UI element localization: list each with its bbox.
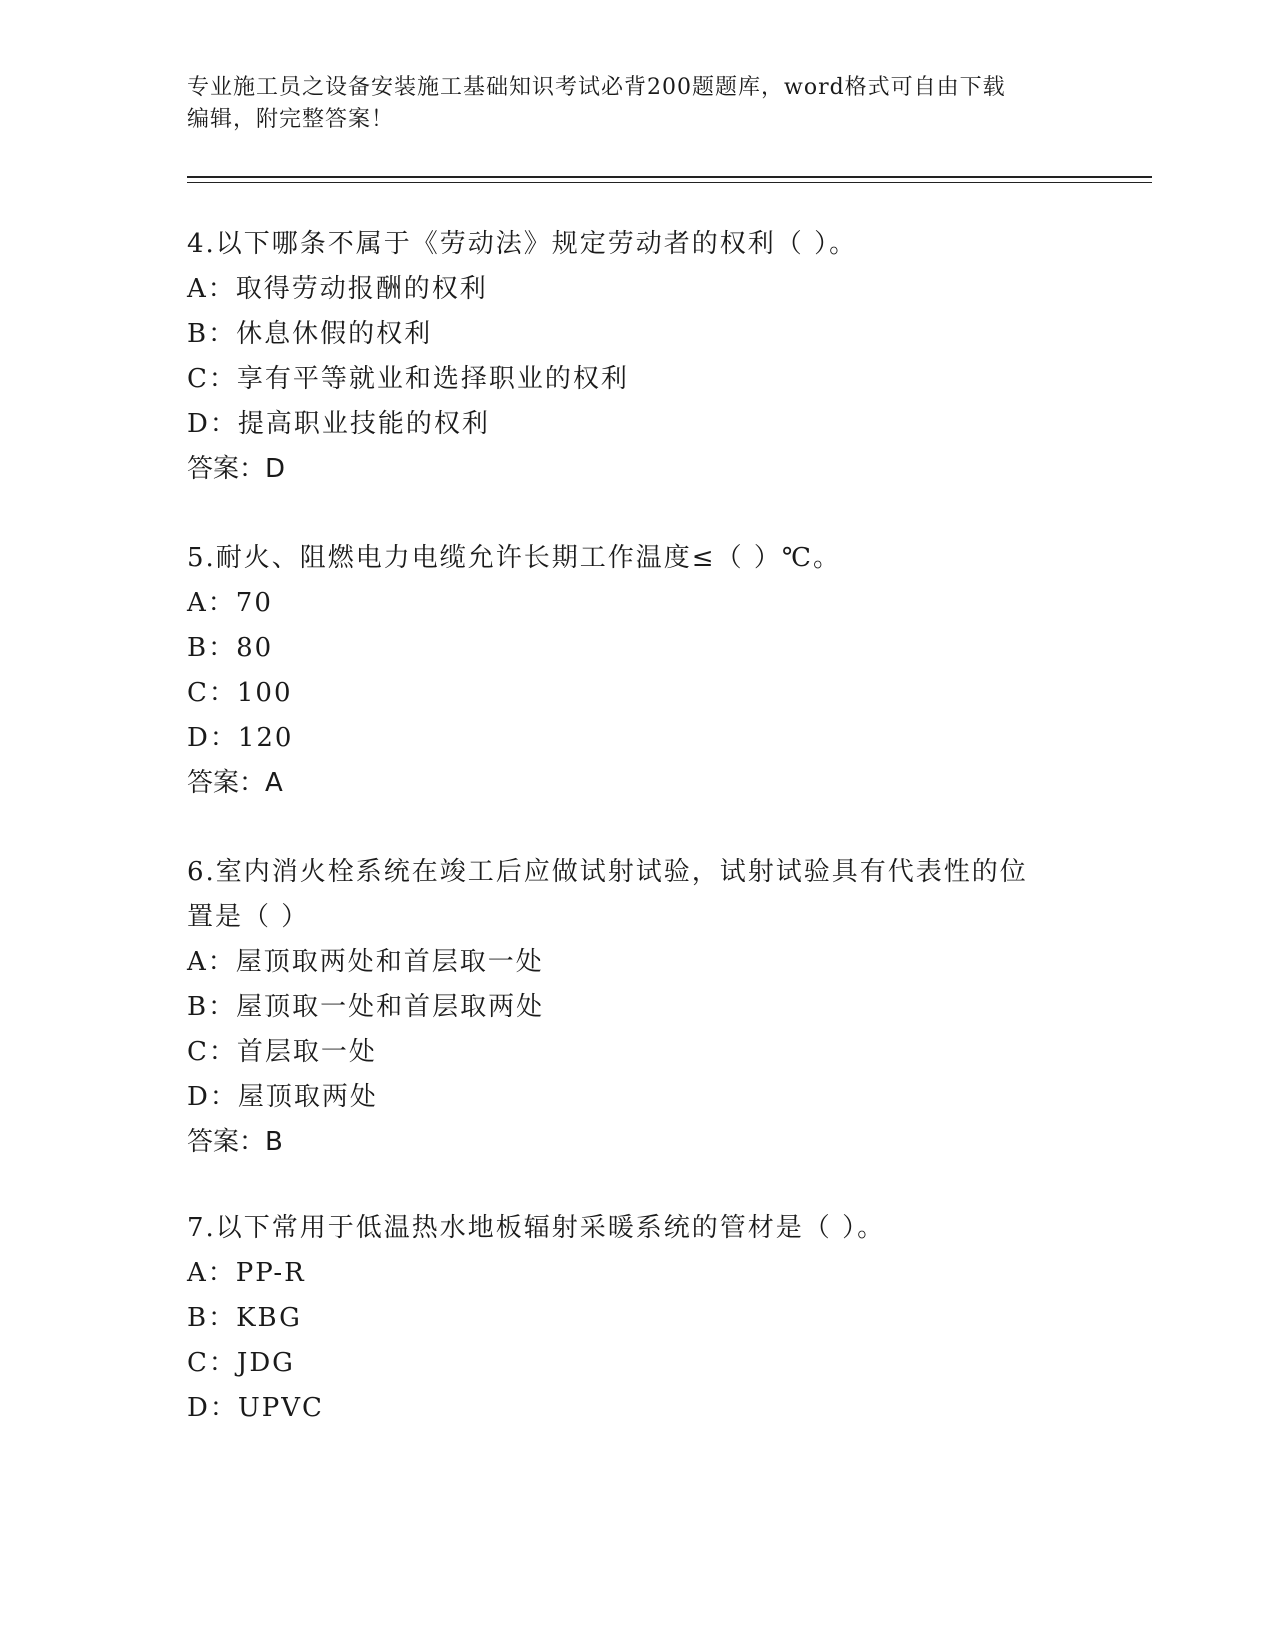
option-b: B：80 bbox=[187, 633, 274, 663]
answer-label: 答案：D bbox=[187, 454, 286, 484]
option-a: A：取得劳动报酬的权利 bbox=[187, 274, 488, 304]
option-b: B：屋顶取一处和首层取两处 bbox=[187, 992, 545, 1022]
option-a: A：70 bbox=[187, 588, 273, 618]
header-divider-thin bbox=[187, 182, 1152, 183]
header-divider-thick bbox=[187, 176, 1152, 178]
option-d: D：屋顶取两处 bbox=[187, 1082, 378, 1112]
question-6 bbox=[187, 850, 1067, 1165]
question-stem: 4.以下哪条不属于《劳动法》规定劳动者的权利（ ）。 bbox=[187, 229, 858, 259]
header-line-2: 编辑，附完整答案！ bbox=[187, 107, 395, 132]
option-a: A：PP-R bbox=[187, 1258, 306, 1288]
question-stem-line-1: 6.室内消火栓系统在竣工后应做试射试验，试射试验具有代表性的位 bbox=[187, 857, 1028, 887]
option-b: B：休息休假的权利 bbox=[187, 319, 433, 349]
option-c: C：享有平等就业和选择职业的权利 bbox=[187, 364, 629, 394]
question-stem: 7.以下常用于低温热水地板辐射采暖系统的管材是（ ）。 bbox=[187, 1213, 886, 1243]
option-a: A：屋顶取两处和首层取一处 bbox=[187, 947, 544, 977]
option-c: C：JDG bbox=[187, 1348, 295, 1378]
header-line-1: 专业施工员之设备安装施工基础知识考试必背200题题库，word格式可自由下载 bbox=[187, 75, 1006, 100]
option-d: D：120 bbox=[187, 723, 294, 753]
question-stem: 5.耐火、阻燃电力电缆允许长期工作温度≤（ ）℃。 bbox=[187, 543, 841, 573]
question-5 bbox=[187, 536, 1067, 806]
option-b: B：KBG bbox=[187, 1303, 302, 1333]
option-c: C：100 bbox=[187, 678, 293, 708]
question-7 bbox=[187, 1206, 1067, 1431]
option-d: D：提高职业技能的权利 bbox=[187, 409, 490, 439]
option-c: C：首层取一处 bbox=[187, 1037, 377, 1067]
question-stem-line-2: 置是（ ） bbox=[187, 902, 310, 932]
answer-label: 答案：A bbox=[187, 768, 283, 798]
option-d: D：UPVC bbox=[187, 1393, 324, 1423]
document-header bbox=[187, 72, 1087, 136]
question-4 bbox=[187, 222, 1067, 492]
answer-label: 答案：B bbox=[187, 1127, 283, 1157]
